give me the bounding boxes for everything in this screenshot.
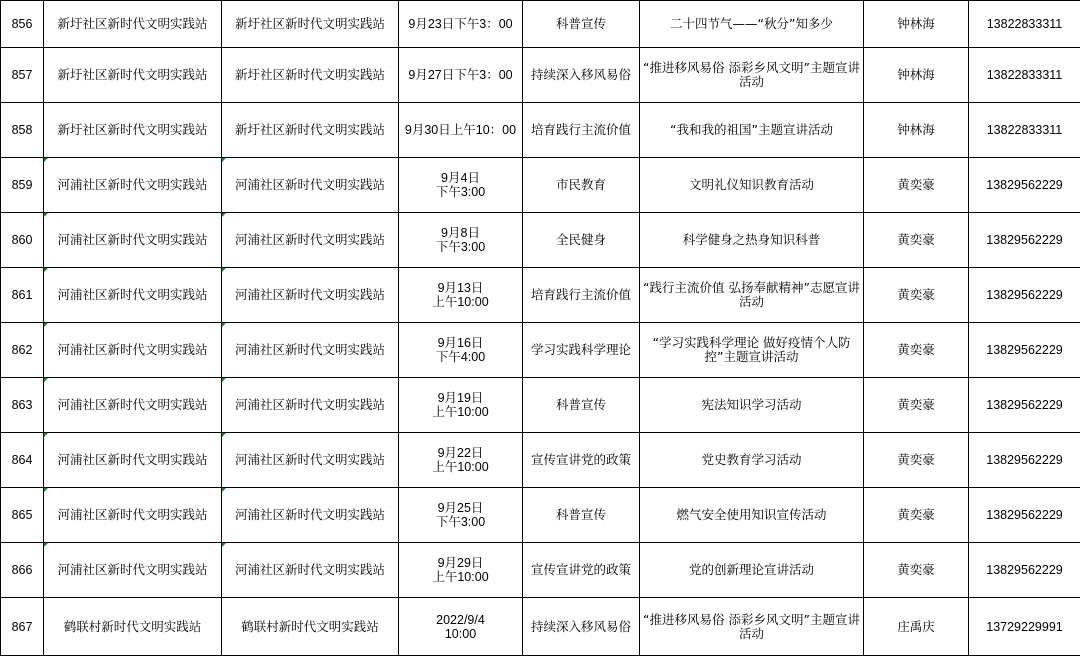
time-cell	[399, 1, 523, 48]
time-line-1: 9月25日	[437, 501, 484, 515]
category-cell: 市民教育	[523, 158, 640, 213]
time-cell	[399, 103, 523, 158]
time-cell	[399, 543, 523, 598]
time-line-1: 9月4日	[441, 171, 480, 185]
station-cell: 新圩社区新时代文明实践站	[44, 1, 222, 48]
phone-cell: 13822833311	[969, 48, 1080, 103]
time-cell	[399, 488, 523, 543]
phone-cell: 13829562229	[969, 323, 1080, 378]
row-number-cell: 866	[1, 543, 44, 598]
unit-cell: 鹤联村新时代文明实践站	[222, 598, 399, 656]
station-cell: 鹤联村新时代文明实践站	[44, 598, 222, 656]
category-cell: 持续深入移风易俗	[523, 598, 640, 656]
table-row	[1, 213, 1080, 268]
table-row	[1, 103, 1080, 158]
table-row	[1, 323, 1080, 378]
unit-cell: 河浦社区新时代文明实践站	[222, 158, 399, 213]
phone-cell: 13822833311	[969, 103, 1080, 158]
time-cell	[399, 433, 523, 488]
activity-cell: 文明礼仪知识教育活动	[640, 158, 864, 213]
unit-cell: 河浦社区新时代文明实践站	[222, 433, 399, 488]
station-cell: 河浦社区新时代文明实践站	[44, 268, 222, 323]
unit-cell: 河浦社区新时代文明实践站	[222, 268, 399, 323]
activity-cell: 科学健身之热身知识科普	[640, 213, 864, 268]
table-row	[1, 48, 1080, 103]
row-number-cell: 865	[1, 488, 44, 543]
unit-cell: 新圩社区新时代文明实践站	[222, 103, 399, 158]
activity-cell: “推进移风易俗 添彩乡风文明”主题宣讲活动	[640, 48, 864, 103]
phone-cell: 13822833311	[969, 1, 1080, 48]
time-line-1: 9月8日	[441, 226, 480, 240]
category-cell: 持续深入移风易俗	[523, 48, 640, 103]
phone-cell: 13829562229	[969, 488, 1080, 543]
station-cell: 河浦社区新时代文明实践站	[44, 433, 222, 488]
row-number-cell: 861	[1, 268, 44, 323]
time-line-1: 9月19日	[437, 391, 484, 405]
time-line-1: 2022/9/4	[436, 612, 485, 627]
phone-cell: 13829562229	[969, 433, 1080, 488]
unit-cell: 河浦社区新时代文明实践站	[222, 323, 399, 378]
time-line-1: 9月30日上午10：00	[404, 123, 517, 137]
phone-cell: 13829562229	[969, 378, 1080, 433]
unit-cell: 河浦社区新时代文明实践站	[222, 213, 399, 268]
row-number-cell: 857	[1, 48, 44, 103]
row-number-cell: 864	[1, 433, 44, 488]
category-cell: 科普宣传	[523, 378, 640, 433]
time-line-2: 上午10:00	[432, 295, 489, 309]
activity-cell: “践行主流价值 弘扬奉献精神”志愿宣讲活动	[640, 268, 864, 323]
category-cell: 科普宣传	[523, 488, 640, 543]
contact-cell: 钟林海	[864, 1, 969, 48]
time-line-2: 10:00	[444, 626, 477, 641]
contact-cell: 庄禹庆	[864, 598, 969, 656]
contact-cell: 黄奕豪	[864, 158, 969, 213]
unit-cell: 河浦社区新时代文明实践站	[222, 488, 399, 543]
activity-cell: “我和我的祖国”主题宣讲活动	[640, 103, 864, 158]
table-row	[1, 543, 1080, 598]
station-cell: 河浦社区新时代文明实践站	[44, 323, 222, 378]
table-row	[1, 488, 1080, 543]
unit-cell: 河浦社区新时代文明实践站	[222, 378, 399, 433]
table-row	[1, 378, 1080, 433]
station-cell: 河浦社区新时代文明实践站	[44, 158, 222, 213]
category-cell: 培育践行主流价值	[523, 268, 640, 323]
unit-cell: 新圩社区新时代文明实践站	[222, 1, 399, 48]
time-cell	[399, 323, 523, 378]
time-cell	[399, 268, 523, 323]
phone-cell: 13829562229	[969, 158, 1080, 213]
contact-cell: 黄奕豪	[864, 323, 969, 378]
contact-cell: 钟林海	[864, 103, 969, 158]
contact-cell: 黄奕豪	[864, 543, 969, 598]
category-cell: 培育践行主流价值	[523, 103, 640, 158]
time-cell	[399, 48, 523, 103]
category-cell: 学习实践科学理论	[523, 323, 640, 378]
station-cell: 新圩社区新时代文明实践站	[44, 103, 222, 158]
table-row	[1, 158, 1080, 213]
phone-cell: 13829562229	[969, 543, 1080, 598]
category-cell: 宣传宣讲党的政策	[523, 433, 640, 488]
row-number-cell: 860	[1, 213, 44, 268]
unit-cell: 河浦社区新时代文明实践站	[222, 543, 399, 598]
unit-cell: 新圩社区新时代文明实践站	[222, 48, 399, 103]
activity-cell: 党的创新理论宣讲活动	[640, 543, 864, 598]
table-row	[1, 433, 1080, 488]
activity-cell: 燃气安全使用知识宣传活动	[640, 488, 864, 543]
table-row	[1, 598, 1080, 656]
category-cell: 宣传宣讲党的政策	[523, 543, 640, 598]
category-cell: 科普宣传	[523, 1, 640, 48]
time-cell	[399, 158, 523, 213]
row-number-cell: 856	[1, 1, 44, 48]
station-cell: 河浦社区新时代文明实践站	[44, 213, 222, 268]
row-number-cell: 858	[1, 103, 44, 158]
row-number-cell: 863	[1, 378, 44, 433]
time-line-1: 9月29日	[437, 556, 484, 570]
time-line-2: 下午3:00	[435, 185, 486, 199]
activity-cell: 二十四节气——“秋分”知多少	[640, 1, 864, 48]
activity-cell: 宪法知识学习活动	[640, 378, 864, 433]
row-number-cell: 862	[1, 323, 44, 378]
contact-cell: 黄奕豪	[864, 488, 969, 543]
station-cell: 河浦社区新时代文明实践站	[44, 488, 222, 543]
time-line-2: 下午3:00	[435, 240, 486, 254]
phone-cell: 13729229991	[969, 598, 1080, 656]
row-number-cell: 859	[1, 158, 44, 213]
time-line-1: 9月13日	[437, 281, 484, 295]
phone-cell: 13829562229	[969, 213, 1080, 268]
time-line-2: 上午10:00	[432, 460, 489, 474]
station-cell: 新圩社区新时代文明实践站	[44, 48, 222, 103]
time-line-1: 9月23日下午3：00	[408, 17, 513, 31]
table-body	[1, 1, 1080, 656]
table-row	[1, 1, 1080, 48]
contact-cell: 钟林海	[864, 48, 969, 103]
station-cell: 河浦社区新时代文明实践站	[44, 378, 222, 433]
row-number-cell: 867	[1, 598, 44, 656]
contact-cell: 黄奕豪	[864, 433, 969, 488]
activity-cell: “学习实践科学理论 做好疫情个人防控”主题宣讲活动	[640, 323, 864, 378]
time-cell	[399, 598, 523, 656]
time-cell	[399, 378, 523, 433]
time-line-1: 9月27日下午3：00	[408, 68, 513, 82]
station-cell: 河浦社区新时代文明实践站	[44, 543, 222, 598]
time-line-1: 9月22日	[437, 446, 484, 460]
phone-cell: 13829562229	[969, 268, 1080, 323]
table-row	[1, 268, 1080, 323]
time-line-2: 下午4:00	[435, 350, 486, 364]
time-line-2: 上午10:00	[432, 405, 489, 419]
activity-cell: “推进移风易俗 添彩乡风文明”主题宣讲活动	[640, 598, 864, 656]
time-line-1: 9月16日	[437, 336, 484, 350]
time-cell	[399, 213, 523, 268]
activity-cell: 党史教育学习活动	[640, 433, 864, 488]
contact-cell: 黄奕豪	[864, 213, 969, 268]
contact-cell: 黄奕豪	[864, 378, 969, 433]
category-cell: 全民健身	[523, 213, 640, 268]
contact-cell: 黄奕豪	[864, 268, 969, 323]
time-line-2: 上午10:00	[432, 570, 489, 584]
time-line-2: 下午3:00	[435, 515, 486, 529]
